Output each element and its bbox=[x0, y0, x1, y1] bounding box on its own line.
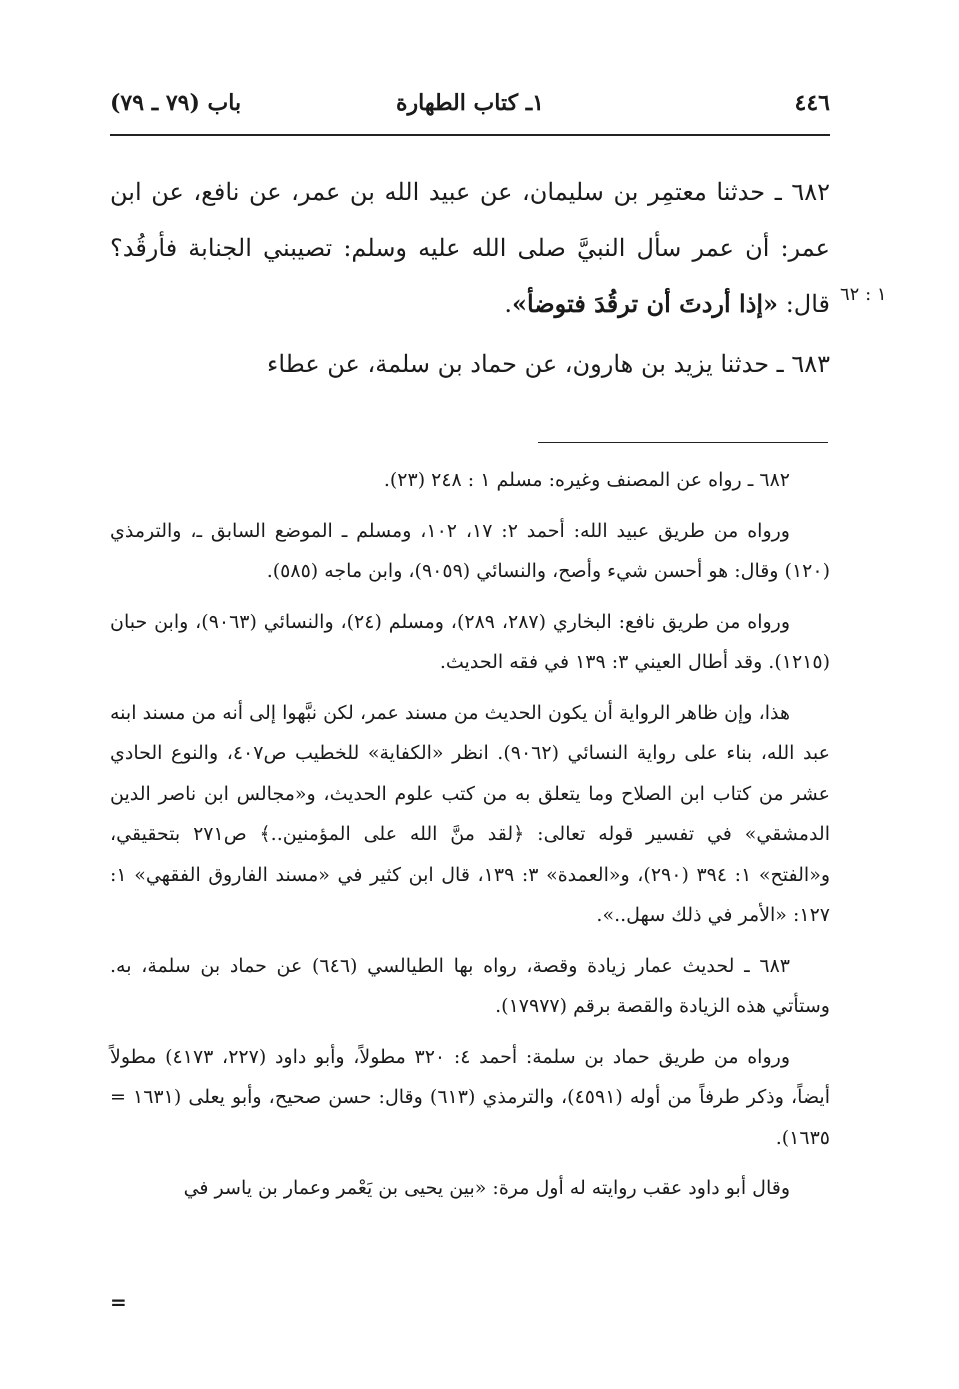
hadith-682-text bbox=[110, 164, 830, 332]
hadith-682-quote: «إذا أردتَ أن ترقُدَ فتوضأ» bbox=[511, 289, 779, 318]
hadith-682-end: . bbox=[504, 290, 512, 318]
footnote-paragraph: ورواه من طريق عبيد الله: أحمد ٢: ١٧، ١٠٢، ومسلم ـ الموضع السابق ـ، والترمذي (١٢٠) وقال: هو أحسن شيء وأصح، والنسائي (٩٠٥٩)، وابن ماجه (٥٨٥). bbox=[110, 519, 830, 582]
hadith-683-text: ٦٨٣ ـ حدثنا يزيد بن هارون، عن حماد بن سلمة، عن عطاء bbox=[267, 350, 830, 378]
continuation-mark: = bbox=[110, 1290, 127, 1314]
hadith-682 bbox=[110, 164, 830, 332]
hadith-683 bbox=[110, 336, 830, 392]
book-title: ١ـ كتاب الطهارة bbox=[396, 90, 544, 116]
page-header bbox=[110, 84, 830, 128]
footnote-paragraph: وقال أبو داود عقب روايته له أول مرة: «بين يحيى بن يَعْمر وعمار بن ياسر في bbox=[183, 1177, 790, 1199]
page-number: ٤٤٦ bbox=[794, 90, 830, 116]
hadith-682-intro: ٦٨٢ ـ حدثنا معتمِر بن سليمان، عن عبيد الله بن عمر، عن نافع، عن ابن عمر: أن عمر سأل النبيَّ صلى الله عليه وسلم: تصيبني الجنابة فأرقُد؟ قال: bbox=[110, 178, 830, 318]
header-divider bbox=[110, 134, 830, 136]
footnote-paragraph: ٦٨٢ ـ رواه عن المصنف وغيره: مسلم ١ : ٢٤٨ (٢٣). bbox=[383, 469, 790, 491]
footnote-paragraph: ورواه من طريق نافع: البخاري (٢٨٧، ٢٨٩)، ومسلم (٢٤)، والنسائي (٩٠٦٣)، وابن حبان (١٢١٥). وقد أطال العيني ٣: ١٣٩ في فقه الحديث. bbox=[110, 610, 830, 673]
footnote-paragraph: ورواه من طريق حماد بن سلمة: أحمد ٤: ٣٢٠ مطولاً، وأبو داود (٢٢٧، ٤١٧٣) مطولاً أيضاً، وذكر طرفاً من أوله (٤٥٩١)، والترمذي (٦١٣) وقال: حسن صحيح، وأبو يعلى (١٦٣١ = ١٦٣٥). bbox=[110, 1045, 830, 1149]
footnotes bbox=[110, 460, 830, 1219]
chapter-label: باب (٧٩ ـ ٧٩) bbox=[110, 90, 242, 116]
footnote-paragraph: هذا، وإن ظاهر الرواية أن يكون الحديث من مسند عمر، لكن نبَّهوا إلى أنه من مسند ابنه عبد الله، بناء على رواية النسائي (٩٠٦٢). انظر «الكفاية» للخطيب ص٤٠٧، والنوع الحادي عشر من كتاب ابن الصلاح وما يتعلق به من كتب علوم الحديث، و«مجالس ابن ناصر الدين الدمشقي» في تفسير قوله تعالى: ﴿لقد منَّ الله على المؤمنين..﴾ ص٢٧١ بتحقيقي، و«الفتح» ١: ٣٩٤ (٢٩٠)، و«العمدة» ٣: ١٣٩، قال ابن كثير في «مسند الفاروق الفقهي» ١: ١٢٧: «الأمر في ذلك سهل..». bbox=[110, 701, 830, 926]
footnote-divider bbox=[538, 442, 828, 443]
margin-reference: ١ : ٦٢ bbox=[840, 284, 887, 305]
footnote-paragraph: ٦٨٣ ـ لحديث عمار زيادة وقصة، رواه بها الطيالسي (٦٤٦) عن حماد بن سلمة، به. وستأتي هذه الزيادة والقصة برقم (١٧٩٧٧). bbox=[110, 954, 830, 1017]
